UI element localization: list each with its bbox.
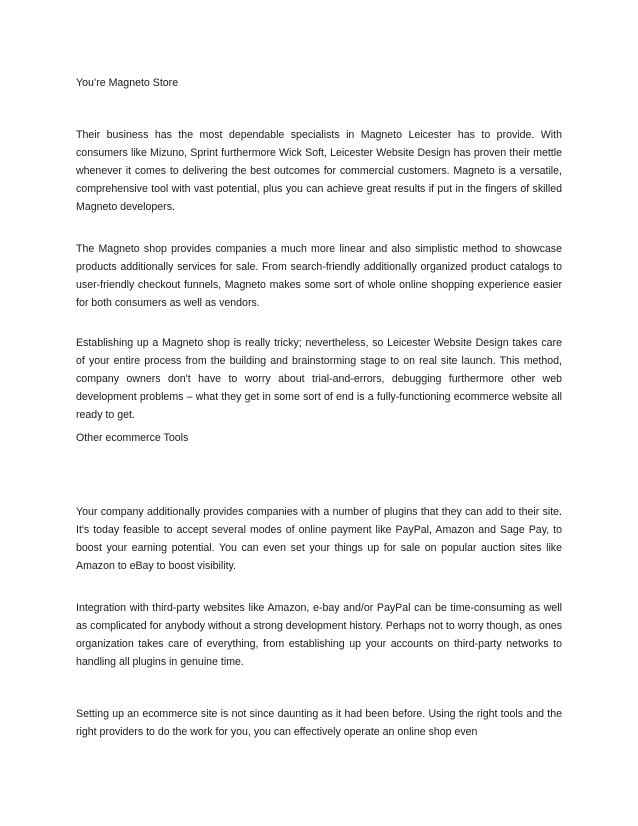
paragraph-magneto-shop-benefits: The Magneto shop provides companies a much more linear and also simplistic method to showcase products additionally services for sale. From search-friendly additionally organized product catalogs to user-friendly checkout funnels, Magneto makes some sort of whole online shopping experience easier for both consumers as well as vendors. xyxy=(76,243,562,309)
section-heading-magneto-store: You’re Magneto Store xyxy=(76,77,179,89)
paragraph-integration: Integration with third-party websites like Amazon, e-bay and/or PayPal can be time-consuming as well as complicated for anybody without a strong development history. Perhaps not to worry though, as ones organization takes care of everything, from establishing up your accounts on third-party networks to handling all plugins in genuine time. xyxy=(76,602,562,668)
paragraph-setting-up: Setting up an ecommerce site is not since daunting as it had been before. Using the right tools and the right providers to do the work for you, you can effectively operate an online shop even xyxy=(76,708,562,738)
paragraph-magneto-specialists: Their business has the most dependable specialists in Magneto Leicester has to provide. With consumers like Mizuno, Sprint furthermore Wick Soft, Leicester Website Design has proven their mettle whenever it comes to delivering the best outcomes for commercial customers. Magneto is a versatile, comprehensive tool with vast potential, plus you can achieve great results if put in the fingers of skilled Magneto developers. xyxy=(76,129,562,213)
paragraph-establishing-shop: Establishing up a Magneto shop is really tricky; nevertheless, so Leicester Website Design takes care of your entire process from the building and brainstorming stage to on real site launch. This method, company owners don't have to worry about trial-and-errors, debugging furthermore other web development problems – what they get in some sort of end is a fully-functioning ecommerce website all ready to get. xyxy=(76,337,562,421)
section-heading-other-tools: Other ecommerce Tools xyxy=(76,432,189,444)
paragraph-plugins: Your company additionally provides companies with a number of plugins that they can add to their site. It's today feasible to accept several modes of online payment like PayPal, Amazon and Sage Pay, to boost your earning potential. You can even set your things up for sale on popular auction sites like Amazon to eBay to boost visibility. xyxy=(76,506,562,572)
